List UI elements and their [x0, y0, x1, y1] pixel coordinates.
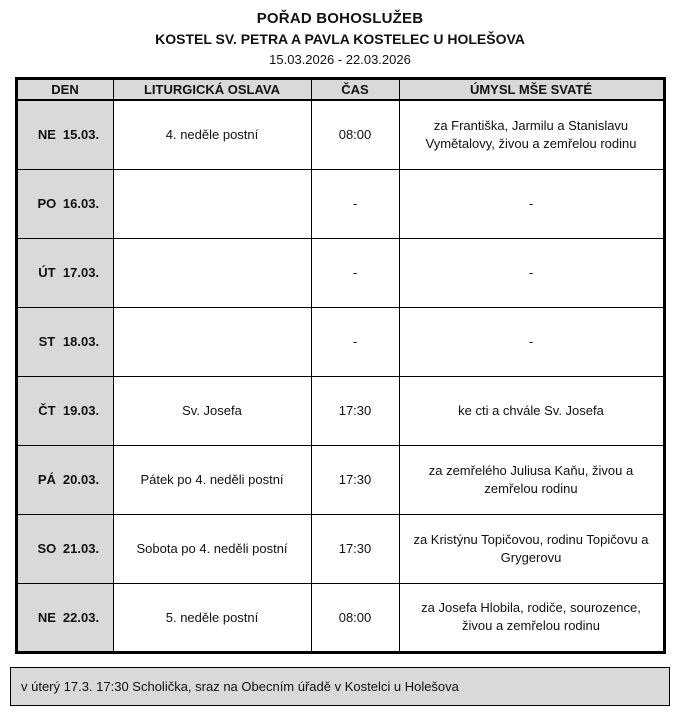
- column-header-cas: ČAS: [311, 79, 399, 101]
- time-cell: 08:00: [311, 583, 399, 652]
- intention-cell: za Josefa Hlobila, rodiče, sourozence, živou a zemřelou rodinu: [399, 583, 664, 652]
- day-abbr: PO: [37, 196, 57, 211]
- day-cell: [16, 307, 113, 376]
- document-header: [0, 0, 680, 67]
- time-cell: -: [311, 307, 399, 376]
- column-header-umysl: ÚMYSL MŠE SVATÉ: [399, 79, 664, 101]
- day-abbr: NE: [37, 609, 56, 625]
- day-cell: [16, 583, 113, 652]
- page-title: POŘAD BOHOSLUŽEB: [256, 10, 424, 27]
- day-abbr: ČT: [38, 403, 56, 418]
- intention-cell: -: [399, 238, 664, 307]
- day-date: 21.03.: [62, 541, 100, 556]
- celebration-cell: 5. neděle postní: [113, 583, 311, 652]
- day-abbr: SO: [37, 541, 57, 556]
- page-subtitle: KOSTEL SV. PETRA A PAVLA KOSTELEC U HOLEŠOVA: [155, 31, 525, 47]
- celebration-cell: Pátek po 4. neděli postní: [113, 445, 311, 514]
- intention-cell: -: [399, 307, 664, 376]
- intention-cell: -: [399, 169, 664, 238]
- day-date: 20.03.: [62, 472, 100, 487]
- day-cell: [16, 169, 113, 238]
- intention-cell: za Františka, Jarmilu a Stanislavu Vymětalovy, živou a zemřelou rodinu: [399, 100, 664, 169]
- celebration-cell: Sobota po 4. neděli postní: [113, 514, 311, 583]
- day-abbr: PÁ: [37, 472, 56, 487]
- table-row: [16, 100, 664, 169]
- day-cell: [16, 445, 113, 514]
- day-cell: [16, 100, 113, 169]
- day-date: 22.03.: [62, 609, 100, 625]
- celebration-cell: Sv. Josefa: [113, 376, 311, 445]
- schedule-table: [15, 77, 666, 654]
- day-cell: [16, 238, 113, 307]
- celebration-cell: [113, 307, 311, 376]
- time-cell: 08:00: [311, 100, 399, 169]
- day-abbr: NE: [37, 127, 56, 143]
- intention-cell: ke cti a chvále Sv. Josefa: [399, 376, 664, 445]
- table-row: [16, 514, 664, 583]
- time-cell: -: [311, 169, 399, 238]
- table-row: [16, 445, 664, 514]
- day-abbr: ÚT: [38, 265, 56, 280]
- celebration-cell: 4. neděle postní: [113, 100, 311, 169]
- celebration-cell: [113, 238, 311, 307]
- day-date: 18.03.: [62, 334, 100, 349]
- column-header-den: DEN: [16, 79, 113, 101]
- day-date: 19.03.: [62, 403, 100, 418]
- day-date: 17.03.: [62, 265, 100, 280]
- intention-cell: za Kristýnu Topičovou, rodinu Topičovu a Grygerovu: [399, 514, 664, 583]
- footer-note: v úterý 17.3. 17:30 Scholička, sraz na Obecním úřadě v Kostelci u Holešova: [10, 667, 670, 706]
- intention-cell: za zemřelého Juliusa Kaňu, živou a zemřelou rodinu: [399, 445, 664, 514]
- table-row: [16, 307, 664, 376]
- table-row: [16, 169, 664, 238]
- day-date: 15.03.: [62, 127, 100, 143]
- table-row: [16, 583, 664, 652]
- time-cell: -: [311, 238, 399, 307]
- day-abbr: ST: [38, 334, 56, 349]
- table-row: [16, 238, 664, 307]
- day-date: 16.03.: [62, 196, 100, 211]
- time-cell: 17:30: [311, 445, 399, 514]
- date-range: 15.03.2026 - 22.03.2026: [269, 52, 411, 67]
- time-cell: 17:30: [311, 514, 399, 583]
- table-header-row: [16, 79, 664, 101]
- time-cell: 17:30: [311, 376, 399, 445]
- day-cell: [16, 514, 113, 583]
- table-row: [16, 376, 664, 445]
- celebration-cell: [113, 169, 311, 238]
- column-header-liturgicka-oslava: LITURGICKÁ OSLAVA: [113, 79, 311, 101]
- day-cell: [16, 376, 113, 445]
